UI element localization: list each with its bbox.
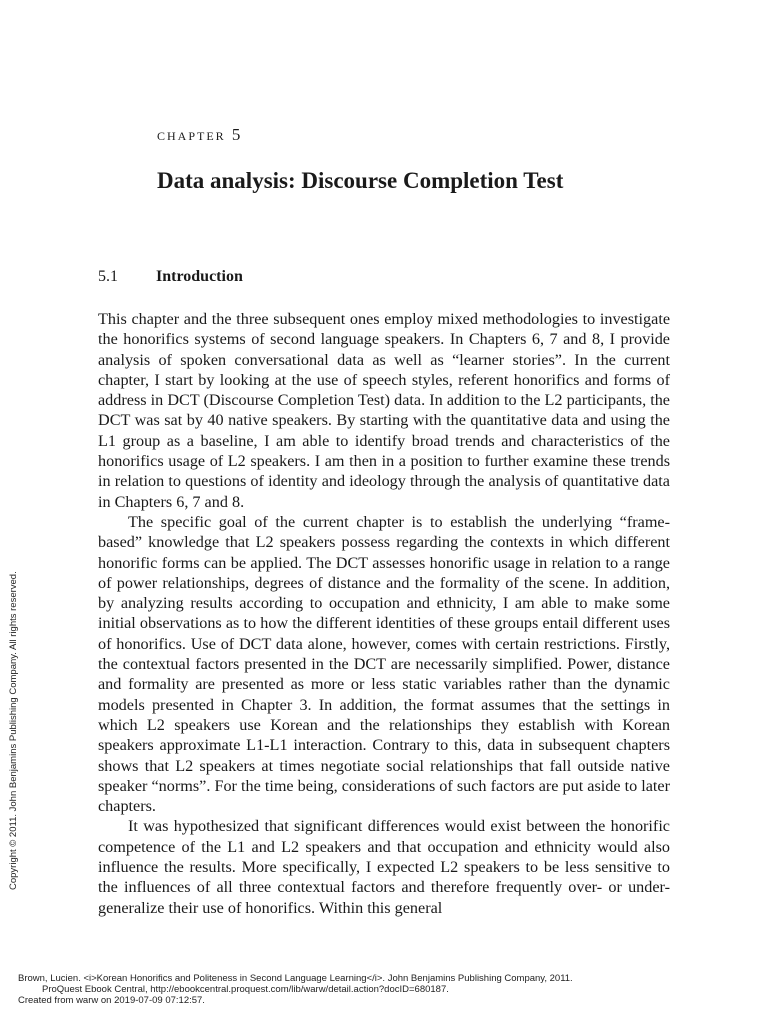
paragraph-2: The specific goal of the current chapter is to establish the underlying “frame-based” knowledge that L2 speakers possess regarding the contexts in which different honorific forms can be applied. The DCT assesses honorific usage in relation to a range of power relationships, degrees of distance and the formality of the scene. In addition, by analyzing results according to occupation and ethnicity, I am able to make some initial observations as to how the different identities of these groups entail different uses of honorifics. Use of DCT data alone, however, comes with certain restrictions. Firstly, the contextual factors presented in the DCT are necessarily simplified. Power, distance and formality are presented as more or less static variables rather than the dynamic models presented in Chapter 3. In addition, the format assumes that the settings in which L2 speakers use Korean and the relationships they establish with Korean speakers approximate L1-L1 interaction. Contrary to this, data in subsequent chapters shows that L2 speakers at times negotiate social relationships that fall outside native speaker “norms”. For the time being, considerations of such factors are put aside to later chapters. — [98, 512, 670, 816]
section-number: 5.1 — [98, 268, 118, 285]
chapter-label: chapter 5 — [157, 125, 243, 144]
copyright-notice: Copyright © 2011. John Benjamins Publishing Company. All rights reserved. — [8, 571, 19, 890]
paragraph-1: This chapter and the three subsequent ones employ mixed methodologies to investigate the honorifics systems of second language speakers. In Chapters 6, 7 and 8, I provide analysis of spoken conversational data as well as “learner stories”. In the current chapter, I start by looking at the use of speech styles, referent honorifics and forms of address in DCT (Discourse Completion Test) data. In addition to the L2 participants, the DCT was sat by 40 native speakers. By starting with the quantitative data and using the L1 group as a baseline, I am able to identify broad trends and characteristics of the honorifics usage of L2 speakers. I am then in a position to further examine these trends in relation to questions of identity and ideology through the analysis of quantitative data in Chapters 6, 7 and 8. — [98, 310, 670, 511]
citation-line: Brown, Lucien. <i>Korean Honorifics and Politeness in Second Language Learning</i>. John Benjamins Publishing Company, 2011. — [18, 973, 573, 984]
body-text — [98, 309, 670, 918]
section-title: Introduction — [156, 268, 243, 285]
created-line: Created from warw on 2019-07-09 07:12:57. — [18, 995, 205, 1006]
citation-footer — [18, 973, 573, 1006]
section-heading — [98, 268, 243, 286]
source-url-line: ProQuest Ebook Central, http://ebookcentral.proquest.com/lib/warw/detail.action?docID=680187. — [42, 984, 449, 995]
paragraph-3: It was hypothesized that significant differences would exist between the honorific competence of the L1 and L2 speakers and that occupation and ethnicity would also influence the results. More specifically, I expected L2 speakers to be less sensitive to the influences of all three contextual factors and therefore frequently over- or under-generalize their use of honorifics. Within this general — [98, 817, 670, 917]
chapter-title: Data analysis: Discourse Completion Test — [157, 168, 564, 193]
